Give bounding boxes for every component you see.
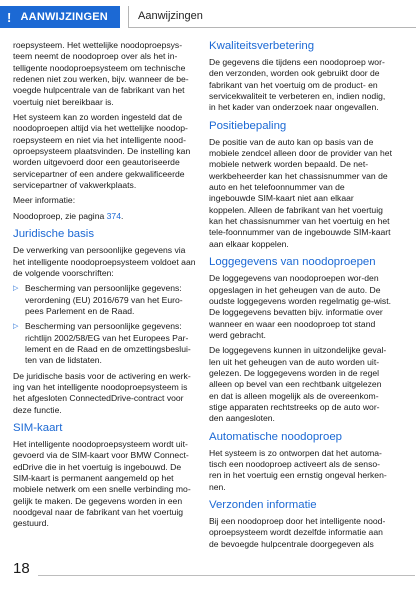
paragraph: Het intelligente noodoproepsysteem wordt uit-gevoerd via de SIM-kaart voor BMW Connect-edDrive die in het voertuig is ingebouwd. De SIM-kaart is permanent aangemeld op het mobiele netwerk om een snelle verbinding mo-gelijk te maken. De gegevens worden in een noodgeval naar de fabrikant van het voertuig gestuurd. [13,438,191,529]
page-reference: Noodoproep, zie pagina 374. [13,210,124,221]
paragraph: roepsysteem. Het wettelijke noodoproepsys-teem neemt de noodoproep over als het in-telligente noodoproepsysteem om technische redenen niet zou werken, bijv. wanneer de be-voegde hulpcentrale van de fabrikant van het voertuig niet bereikbaar is. [13,40,189,107]
chapter-title: Aanwijzingen [138,10,203,22]
paragraph: Bij een noodoproep door het intelligente nood-oproepsysteem wordt dezelfde informatie aan de bevoegde hulpcentrale doorgegeven als [209,516,386,549]
paragraph: Meer informatie: [13,195,76,206]
list-item-text: Bescherming van persoonlijke gegevens: richtlijn 2002/58/EG van het Europees Par-lement en de Raad en de omzettingsbeslui-ten van de lidstaten. [25,321,191,366]
footer-divider [38,575,415,576]
page-header [0,0,416,30]
list-item-text: Bescherming van persoonlijke gegevens: verordening (EU) 2016/679 van het Euro-pees Parlement en de Raad. [25,283,183,316]
right-column [209,40,392,554]
paragraph: De loggegevens kunnen in uitzondelijke geval-len uit het geheugen van de auto worden uit-gelezen. De loggegevens worden in de regel alleen op bevel van een rechtbank uitgelezen en dat is alleen mogelijk als de overeenkom-stige apparaten rechtstreeks op de auto wor-den aangesloten. [209,345,387,424]
heading-positiebepaling: Positiebepaling [209,119,287,132]
left-column [13,40,196,534]
heading-juridische-basis: Juridische basis [13,228,95,241]
list-item [13,283,196,317]
triangle-bullet-icon: ▷ [13,285,19,293]
paragraph: Het systeem kan zo worden ingesteld dat de noodoproepen altijd via het wettelijke noodop-roepsysteem en niet via het intelligente nood-oproepsysteem plaatsvinden. De instelling kan worden uitgevoerd door een geautoriseerde servicepartner of een andere gekwalificeerde servicepartner of vakwerkplaats. [13,112,191,191]
heading-sim-kaart: SIM-kaart [13,421,63,434]
paragraph: De juridische basis voor de activering en werk-ing van het intelligente noodoproepsysteem is het afgesloten ConnectedDrive-contract voor deze functie. [13,370,191,415]
list-item [13,321,196,366]
page-number: 18 [13,560,30,577]
triangle-bullet-icon: ▷ [13,323,19,331]
section-tab-label: AANWIJZINGEN [20,11,108,23]
paragraph: De positie van de auto kan op basis van de mobiele zendcel alleen door de provider van het mobiele netwerk worden bepaald. De net-werkbeheerder kan het chassisnummer van de auto en het telefoonnummer van de ingebouwde SIM-kaart niet aan elkaar koppelen. Alleen de fabrikant van het voertuig kan het chassisnummer van het voertuig en het tele-foonnummer van de ingebouwde SIM-kaart aan elkaar koppelen. [209,136,392,249]
paragraph: De loggegevens van noodoproepen wor-den opgeslagen in het geheugen van de auto. De oudste loggegevens worden regelmatig ge-wist. De loggegevens bevatten bijv. informatie over wanneer en waar een noodoproep tot stand werd gebracht. [209,273,392,340]
page-link[interactable]: 374 [106,210,121,221]
paragraph: De gegevens die tijdens een noodoproep wor-den verzonden, worden ook gebruikt door de fabrikant van het voertuig om de product- en servicekwaliteit te verbeteren en, indien nodig, in het kader van onderzoek naar ongevallen. [209,57,386,113]
heading-verzonden-informatie: Verzonden informatie [209,499,317,511]
heading-loggegevens: Loggegevens van noodoproepen [209,256,376,269]
heading-automatische-noodoproep: Automatische noodoproep [209,430,342,443]
warning-icon: ! [7,9,12,25]
paragraph: De verwerking van persoonlijke gegevens via het intelligente noodoproepsysteem voldoet aan de volgende voorschriften: [13,245,196,278]
paragraph: Het systeem is zo ontworpen dat het automa-tisch een noodoproep activeert als de senso-ren in het voertuig een ernstig ongeval herken-nen. [209,447,387,492]
heading-kwaliteitsverbetering: Kwaliteitsverbetering [209,40,315,52]
section-tab [0,6,120,28]
reference-text: Noodoproep, zie pagina [13,210,107,221]
